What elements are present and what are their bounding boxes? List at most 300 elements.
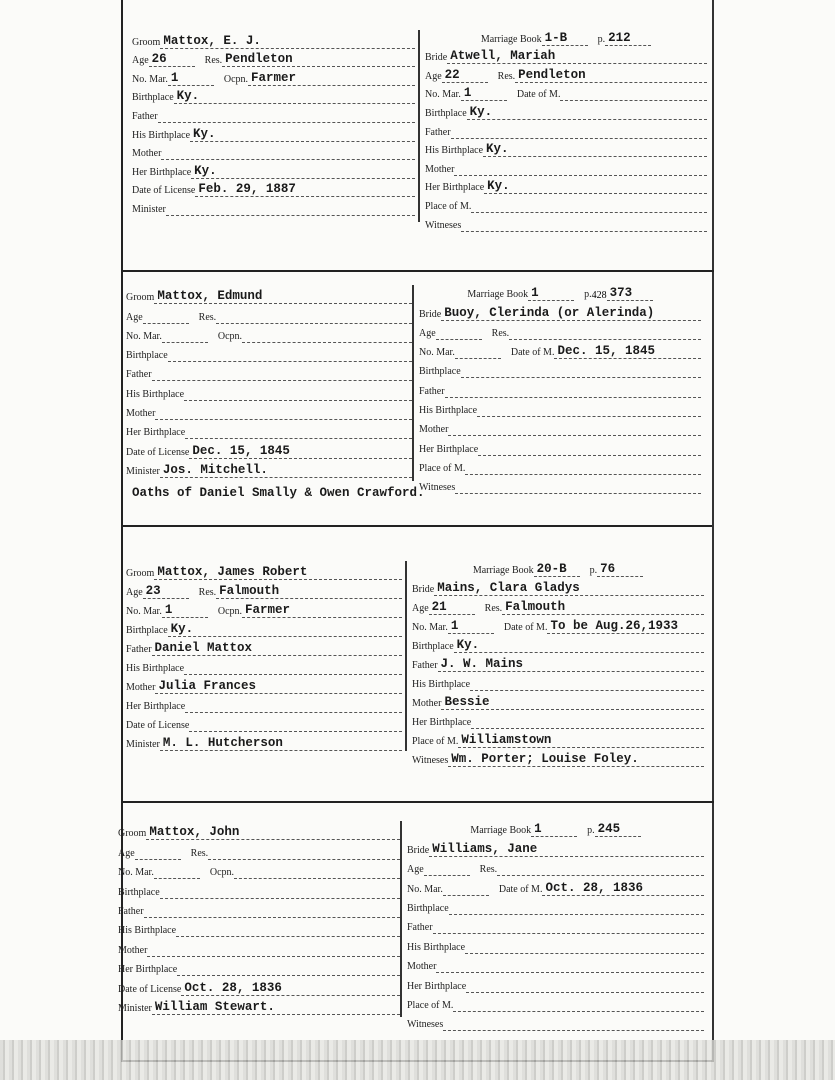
- her-birthplace-label: Her Birthplace: [126, 701, 186, 712]
- bride-field-row: [425, 64, 707, 83]
- place-of-m-value: [465, 474, 701, 475]
- res-value: Falmouth: [502, 601, 704, 615]
- p-value: 373: [607, 287, 653, 301]
- no-mar-label: No. Mar.: [419, 347, 455, 359]
- her-birthplace-value: [185, 712, 402, 713]
- her-birthplace-value: [471, 728, 704, 729]
- bride-field-row: [412, 691, 704, 710]
- groom-field-row: [126, 420, 412, 439]
- groom-value: Mattox, Edmund: [154, 290, 412, 304]
- bride-field-row: [407, 818, 704, 837]
- bride-field-row: [425, 120, 707, 139]
- bride-field-row: [419, 378, 701, 397]
- bride-field-row: [425, 46, 707, 65]
- groom-label: Groom: [126, 568, 155, 579]
- birthplace-value: [449, 914, 704, 915]
- bride-field-row: [407, 876, 704, 895]
- marriage-book-value: 20-B: [534, 563, 580, 577]
- bride-label: Bride: [425, 52, 448, 64]
- date-of-m-value: [560, 100, 707, 101]
- p-value: 212: [605, 32, 651, 46]
- witneses-label: Witneses: [412, 755, 449, 766]
- bride-field-row: [419, 436, 701, 455]
- groom-field-row: [132, 179, 415, 198]
- bride-field-row: [407, 934, 704, 953]
- groom-field-row: [132, 160, 415, 179]
- birthplace-label: Birthplace: [419, 366, 461, 378]
- her-birthplace-label: Her Birthplace: [412, 717, 472, 728]
- father-value: [445, 397, 701, 398]
- no-mar-value: 1: [162, 604, 208, 618]
- place-of-m-label: Place of M.: [412, 736, 459, 747]
- bride-field-row: [419, 340, 701, 359]
- his-birthplace-label: His Birthplace: [425, 145, 484, 157]
- age-label: Age: [118, 847, 135, 859]
- bride-field-row: [412, 710, 704, 729]
- age-label: Age: [412, 603, 429, 614]
- bride-field-row: [425, 176, 707, 195]
- age-value: 22: [442, 69, 488, 83]
- bride-value: Williams, Jane: [429, 843, 704, 857]
- date-of-license-value: Oct. 28, 1836: [181, 982, 400, 996]
- witneses-value: [461, 231, 707, 232]
- no-mar-value: 1: [168, 72, 214, 86]
- no-mar-value: [154, 878, 200, 879]
- bride-value: Mains, Clara Gladys: [434, 582, 704, 596]
- p-label: p.: [587, 825, 595, 837]
- bride-label: Bride: [407, 844, 430, 856]
- marriage-book-value: 1: [531, 823, 577, 837]
- p-value: 76: [597, 563, 643, 577]
- birthplace-label: Birthplace: [126, 350, 168, 362]
- ocpn-value: [242, 342, 412, 343]
- marriage-book-value: 1: [528, 287, 574, 301]
- marriage-book-label: Marriage Book: [467, 289, 529, 301]
- no-mar-value: [162, 342, 208, 343]
- witneses-value: Wm. Porter; Louise Foley.: [448, 753, 704, 767]
- minister-label: Minister: [118, 1002, 152, 1014]
- p-label: p.: [584, 289, 592, 301]
- father-value: [451, 138, 707, 139]
- her-birthplace-label: Her Birthplace: [118, 964, 178, 976]
- groom-field-row: [126, 580, 402, 599]
- age-value: 26: [149, 53, 195, 67]
- groom-field-row: [118, 821, 400, 840]
- groom-field-row: [126, 439, 412, 458]
- bride-column: [412, 558, 704, 767]
- father-value: [433, 933, 704, 934]
- bride-field-row: [407, 915, 704, 934]
- mother-value: [155, 419, 412, 420]
- birthplace-value: [168, 361, 412, 362]
- father-value: J. W. Mains: [438, 658, 704, 672]
- minister-value: [166, 215, 415, 216]
- age-value: [436, 339, 482, 340]
- birthplace-label: Birthplace: [425, 107, 467, 119]
- bride-field-row: [425, 213, 707, 232]
- bride-field-row: [419, 301, 701, 320]
- his-birthplace-value: [465, 953, 704, 954]
- groom-field-row: [126, 656, 402, 675]
- minister-label: Minister: [126, 739, 160, 750]
- groom-field-row: [132, 104, 415, 123]
- age-value: [424, 875, 470, 876]
- record-note: Oaths of Daniel Smally & Owen Crawford.: [132, 486, 425, 500]
- place-of-m-value: [453, 1011, 704, 1012]
- p-label: p.: [597, 33, 606, 45]
- age-value: 21: [429, 601, 475, 615]
- age-value: 23: [143, 585, 189, 599]
- date-of-m-label: Date of M.: [498, 883, 543, 895]
- groom-value: Mattox, John: [146, 826, 400, 840]
- birthplace-value: [461, 377, 701, 378]
- res-label: Res.: [198, 311, 217, 323]
- date-of-m-value: Oct. 28, 1836: [542, 882, 704, 896]
- groom-field-row: [132, 67, 415, 86]
- res-value: Pendleton: [515, 69, 707, 83]
- marriage-book-label: Marriage Book: [472, 565, 534, 576]
- birthplace-label: Birthplace: [118, 886, 160, 898]
- father-label: Father: [407, 922, 433, 934]
- no-mar-label: No. Mar.: [126, 606, 162, 617]
- her-birthplace-label: Her Birthplace: [132, 166, 192, 178]
- father-label: Father: [126, 644, 152, 655]
- column-divider: [418, 30, 420, 222]
- witneses-label: Witneses: [419, 482, 456, 494]
- minister-value: William Stewart.: [152, 1001, 400, 1015]
- groom-label: Groom: [126, 292, 155, 304]
- birthplace-value: Ky.: [168, 623, 402, 637]
- birthplace-value: Ky.: [454, 639, 704, 653]
- groom-field-row: [126, 675, 402, 694]
- witneses-value: [455, 493, 701, 494]
- his-birthplace-label: His Birthplace: [132, 129, 191, 141]
- groom-field-row: [118, 879, 400, 898]
- her-birthplace-label: Her Birthplace: [425, 182, 485, 194]
- his-birthplace-label: His Birthplace: [407, 941, 466, 953]
- her-birthplace-label: Her Birthplace: [126, 427, 186, 439]
- groom-field-row: [126, 637, 402, 656]
- her-birthplace-value: [185, 438, 412, 439]
- ocpn-value: Farmer: [242, 604, 402, 618]
- date-of-license-value: Dec. 15, 1845: [189, 445, 412, 459]
- groom-field-row: [126, 561, 402, 580]
- bride-field-row: [412, 615, 704, 634]
- his-birthplace-value: [184, 674, 402, 675]
- res-label: Res.: [479, 864, 498, 876]
- groom-column: [126, 561, 402, 751]
- birthplace-label: Birthplace: [412, 641, 454, 652]
- groom-field-row: [126, 324, 412, 343]
- bride-field-row: [412, 558, 704, 577]
- groom-column: [132, 30, 415, 216]
- bride-field-row: [419, 359, 701, 378]
- bride-column: [419, 282, 701, 494]
- bride-field-row: [412, 729, 704, 748]
- scan-noise: [0, 1040, 835, 1080]
- bride-field-row: [407, 896, 704, 915]
- bride-field-row: [425, 194, 707, 213]
- place-of-m-label: Place of M.: [425, 200, 472, 212]
- bride-field-row: [419, 321, 701, 340]
- her-birthplace-label: Her Birthplace: [419, 443, 479, 455]
- father-value: [152, 380, 412, 381]
- groom-field-row: [118, 957, 400, 976]
- res-value: [208, 859, 400, 860]
- his-birthplace-label: His Birthplace: [126, 663, 185, 674]
- her-birthplace-value: [478, 455, 701, 456]
- marriage-book-value: 1-B: [542, 32, 588, 46]
- age-label: Age: [126, 311, 143, 323]
- bride-label: Bride: [419, 308, 442, 320]
- date-of-m-value: Dec. 15, 1845: [554, 345, 701, 359]
- record-separator: [122, 270, 714, 272]
- res-label: Res.: [497, 70, 516, 82]
- date-of-license-label: Date of License: [126, 446, 190, 458]
- res-value: [509, 339, 701, 340]
- groom-field-row: [132, 142, 415, 161]
- groom-field-row: [118, 937, 400, 956]
- groom-field-row: [126, 618, 402, 637]
- father-label: Father: [132, 110, 158, 122]
- groom-field-row: [118, 996, 400, 1015]
- bride-field-row: [419, 398, 701, 417]
- minister-value: M. L. Hutcherson: [160, 737, 402, 751]
- minister-label: Minister: [126, 465, 160, 477]
- her-birthplace-value: [466, 992, 704, 993]
- groom-field-row: [132, 86, 415, 105]
- date-of-license-label: Date of License: [132, 185, 196, 197]
- mother-label: Mother: [412, 698, 442, 709]
- groom-field-row: [126, 599, 402, 618]
- column-divider: [412, 285, 414, 481]
- no-mar-label: No. Mar.: [407, 883, 443, 895]
- groom-field-row: [118, 899, 400, 918]
- bride-field-row: [407, 837, 704, 856]
- bride-value: Buoy, Clerinda (or Alerinda): [441, 307, 701, 321]
- no-mar-label: No. Mar.: [118, 867, 154, 879]
- groom-field-row: [118, 976, 400, 995]
- date-of-license-value: Feb. 29, 1887: [195, 183, 415, 197]
- marriage-book-label: Marriage Book: [470, 825, 532, 837]
- groom-field-row: [118, 840, 400, 859]
- birthplace-value: Ky.: [467, 106, 707, 120]
- her-birthplace-label: Her Birthplace: [407, 980, 467, 992]
- his-birthplace-label: His Birthplace: [118, 925, 177, 937]
- res-value: Pendleton: [222, 53, 415, 67]
- her-birthplace-value: Ky.: [191, 165, 415, 179]
- birthplace-value: Ky.: [174, 90, 415, 104]
- his-birthplace-label: His Birthplace: [419, 405, 478, 417]
- mother-label: Mother: [425, 163, 455, 175]
- no-mar-label: No. Mar.: [132, 73, 168, 85]
- bride-field-row: [407, 857, 704, 876]
- p-label: p.: [589, 565, 598, 576]
- groom-field-row: [126, 713, 402, 732]
- age-label: Age: [126, 587, 143, 598]
- res-label: Res.: [190, 847, 209, 859]
- mother-value: [454, 175, 707, 176]
- groom-field-row: [132, 49, 415, 68]
- no-mar-label: No. Mar.: [126, 330, 162, 342]
- date-of-m-label: Date of M.: [503, 622, 548, 633]
- date-of-m-label: Date of M.: [516, 89, 561, 101]
- bride-field-row: [425, 157, 707, 176]
- res-value: [216, 323, 412, 324]
- ocpn-label: Ocpn.: [223, 73, 249, 85]
- ocpn-value: Farmer: [248, 72, 415, 86]
- his-birthplace-value: [176, 936, 400, 937]
- place-of-m-label: Place of M.: [419, 462, 466, 474]
- place-of-m-label: Place of M.: [407, 999, 454, 1011]
- date-of-m-value: To be Aug.26,1933: [547, 620, 704, 634]
- mother-value: [448, 435, 701, 436]
- mother-value: Bessie: [441, 696, 704, 710]
- father-value: Daniel Mattox: [152, 642, 402, 656]
- father-value: [158, 122, 415, 123]
- his-birthplace-label: His Birthplace: [412, 679, 471, 690]
- mother-value: [436, 972, 704, 973]
- bride-field-row: [419, 417, 701, 436]
- mother-label: Mother: [407, 961, 437, 973]
- ocpn-label: Ocpn.: [209, 867, 235, 879]
- date-of-m-label: Date of M.: [510, 347, 555, 359]
- page-number-correction: 428: [591, 290, 607, 302]
- column-divider: [400, 821, 402, 1017]
- bride-field-row: [407, 973, 704, 992]
- bride-field-row: [412, 748, 704, 767]
- ocpn-label: Ocpn.: [217, 606, 243, 617]
- bride-value: Atwell, Mariah: [447, 50, 707, 64]
- date-of-license-value: [189, 731, 402, 732]
- groom-column: [118, 821, 400, 1015]
- age-label: Age: [425, 70, 442, 82]
- res-label: Res.: [484, 603, 503, 614]
- his-birthplace-label: His Birthplace: [126, 388, 185, 400]
- bride-field-row: [419, 456, 701, 475]
- father-label: Father: [126, 369, 152, 381]
- birthplace-label: Birthplace: [407, 902, 449, 914]
- groom-value: Mattox, E. J.: [160, 35, 415, 49]
- bride-label: Bride: [412, 584, 435, 595]
- mother-label: Mother: [132, 148, 162, 160]
- no-mar-value: 1: [461, 87, 507, 101]
- bride-field-row: [425, 101, 707, 120]
- bride-field-row: [425, 83, 707, 102]
- his-birthplace-value: [470, 690, 704, 691]
- res-label: Res.: [491, 327, 510, 339]
- bride-field-row: [419, 282, 701, 301]
- father-label: Father: [412, 660, 438, 671]
- bride-field-row: [412, 596, 704, 615]
- res-label: Res.: [198, 587, 217, 598]
- mother-label: Mother: [126, 408, 156, 420]
- res-label: Res.: [204, 55, 223, 67]
- bride-field-row: [412, 634, 704, 653]
- father-label: Father: [118, 905, 144, 917]
- bride-field-row: [407, 993, 704, 1012]
- groom-field-row: [126, 401, 412, 420]
- birthplace-value: [160, 898, 400, 899]
- bride-field-row: [412, 577, 704, 596]
- no-mar-label: No. Mar.: [425, 89, 461, 101]
- groom-field-row: [118, 918, 400, 937]
- record-separator: [122, 525, 712, 527]
- bride-field-row: [425, 139, 707, 158]
- groom-field-row: [126, 285, 412, 304]
- page-border-right: [712, 0, 714, 1062]
- witneses-value: [443, 1030, 704, 1031]
- groom-field-row: [132, 123, 415, 142]
- father-label: Father: [419, 385, 445, 397]
- her-birthplace-value: Ky.: [484, 180, 707, 194]
- bride-field-row: [419, 475, 701, 494]
- groom-field-row: [126, 362, 412, 381]
- groom-field-row: [132, 30, 415, 49]
- witneses-label: Witneses: [407, 1019, 444, 1031]
- age-label: Age: [132, 55, 149, 67]
- place-of-m-value: [471, 212, 707, 213]
- groom-label: Groom: [132, 36, 161, 48]
- groom-field-row: [126, 459, 412, 478]
- bride-column: [425, 27, 707, 232]
- no-mar-value: [443, 895, 489, 896]
- age-label: Age: [407, 864, 424, 876]
- mother-value: Julia Frances: [155, 680, 402, 694]
- witneses-label: Witneses: [425, 219, 462, 231]
- mother-value: [161, 159, 415, 160]
- record-separator: [122, 801, 714, 803]
- groom-field-row: [126, 381, 412, 400]
- ocpn-label: Ocpn.: [217, 330, 243, 342]
- place-of-m-value: Williamstown: [458, 734, 704, 748]
- groom-label: Groom: [118, 828, 147, 840]
- his-birthplace-value: [184, 400, 412, 401]
- groom-value: Mattox, James Robert: [154, 566, 402, 580]
- minister-label: Minister: [132, 203, 166, 215]
- bride-field-row: [412, 653, 704, 672]
- father-value: [144, 917, 400, 918]
- date-of-license-label: Date of License: [118, 983, 182, 995]
- birthplace-label: Birthplace: [126, 625, 168, 636]
- his-birthplace-value: Ky.: [483, 143, 707, 157]
- no-mar-value: 1: [448, 620, 494, 634]
- no-mar-value: [455, 358, 501, 359]
- bride-field-row: [407, 1012, 704, 1031]
- res-value: [497, 875, 704, 876]
- his-birthplace-value: [477, 416, 701, 417]
- birthplace-label: Birthplace: [132, 92, 174, 104]
- p-value: 245: [595, 823, 641, 837]
- marriage-book-label: Marriage Book: [480, 33, 542, 45]
- her-birthplace-value: [177, 975, 400, 976]
- bride-field-row: [425, 27, 707, 46]
- mother-label: Mother: [126, 682, 156, 693]
- bride-field-row: [412, 672, 704, 691]
- groom-field-row: [126, 343, 412, 362]
- mother-value: [147, 956, 400, 957]
- mother-label: Mother: [118, 944, 148, 956]
- groom-field-row: [118, 860, 400, 879]
- res-value: Falmouth: [216, 585, 402, 599]
- his-birthplace-value: Ky.: [190, 128, 415, 142]
- groom-field-row: [126, 732, 402, 751]
- mother-label: Mother: [419, 424, 449, 436]
- groom-field-row: [132, 197, 415, 216]
- groom-field-row: [126, 304, 412, 323]
- bride-column: [407, 818, 704, 1031]
- bride-field-row: [407, 954, 704, 973]
